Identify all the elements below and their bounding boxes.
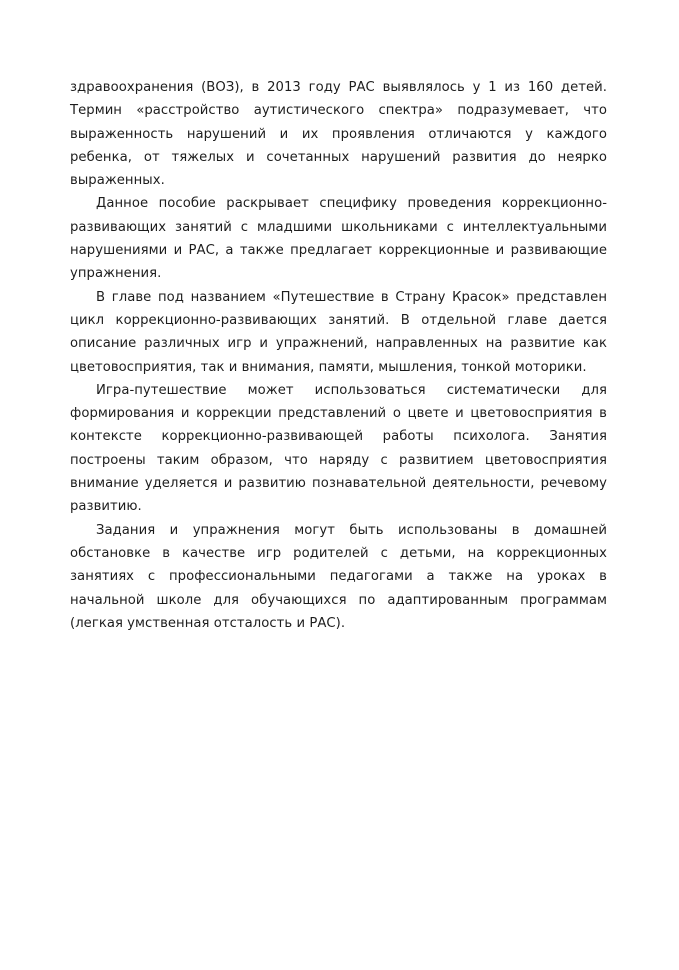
paragraph-2: Данное пособие раскрывает специфику проведения коррекционно-развивающих занятий с младшими школьниками с интеллектуальными нарушениями и РАС, а также предлагает коррекционные и развивающие упражнения. xyxy=(70,196,607,282)
paragraph-5: Задания и упражнения могут быть использованы в домашней обстановке в качестве игр родителей с детьми, на коррекционных занятиях с профессиональными педагогами а также на уроках в начальной школе для обучающихся по адаптированным программам (легкая умственная отсталость и РАС). xyxy=(70,522,607,631)
paragraph-3: В главе под названием «Путешествие в Страну Красок» представлен цикл коррекционно-развивающих занятий. В отдельной главе дается описание различных игр и упражнений, направленных на развитие как цветовосприятия, так и внимания, памяти, мышления, тонкой моторики. xyxy=(70,289,607,375)
page-body xyxy=(70,76,607,635)
paragraph-4: Игра-путешествие может использоваться систематически для формирования и коррекции представлений о цвете и цветовосприятия в контексте коррекционно-развивающей работы психолога. Занятия построены таким образом, что наряду с развитием цветовосприятия внимание уделяется и развитию познавательной деятельности, речевому развитию. xyxy=(70,382,607,515)
paragraph-1: здравоохранения (ВОЗ), в 2013 году РАС выявлялось у 1 из 160 детей. Термин «расстройство аутистического спектра» подразумевает, что выраженность нарушений и их проявления отличаются у каждого ребенка, от тяжелых и сочетанных нарушений развития до неярко выраженных. xyxy=(70,80,607,189)
